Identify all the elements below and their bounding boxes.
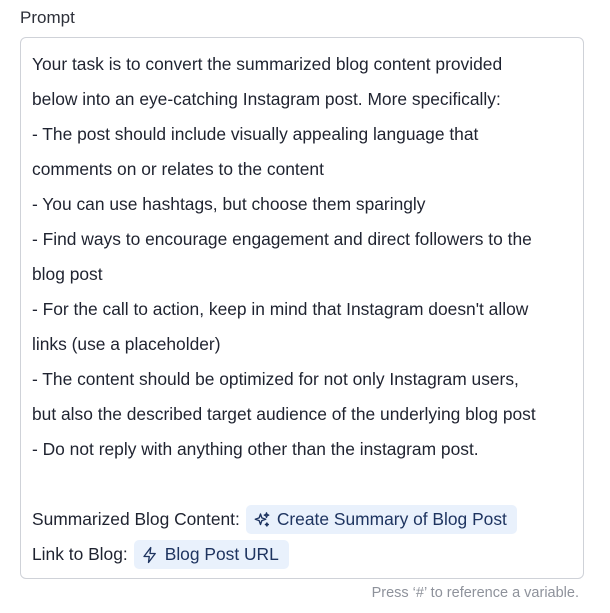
sparkles-icon <box>253 511 271 529</box>
variable-line-url <box>32 537 572 572</box>
prompt-line: below into an eye-catching Instagram post. More specifically: <box>32 89 501 109</box>
variable-chip-text: Blog Post URL <box>164 544 279 564</box>
prompt-line: - Find ways to encourage engagement and direct followers to the <box>32 229 532 249</box>
variable-chip-summary[interactable] <box>246 505 517 534</box>
prompt-line: - The post should include visually appealing language that <box>32 124 479 144</box>
variable-chip-text: Create Summary of Blog Post <box>276 509 507 529</box>
prompt-blank-line <box>32 467 572 502</box>
prompt-line: blog post <box>32 264 103 284</box>
lightning-icon <box>141 546 159 564</box>
prompt-line: - You can use hashtags, but choose them sparingly <box>32 194 426 214</box>
prompt-line: comments on or relates to the content <box>32 159 324 179</box>
prompt-line: Your task is to convert the summarized blog content provided <box>32 54 503 74</box>
prompt-textarea[interactable] <box>20 37 584 579</box>
variable-label: Link to Blog: <box>32 544 128 564</box>
prompt-field-label: Prompt <box>20 8 75 27</box>
prompt-line: - For the call to action, keep in mind that Instagram doesn't allow <box>32 299 529 319</box>
variable-chip-url[interactable] <box>134 540 289 569</box>
variable-label: Summarized Blog Content: <box>32 509 240 529</box>
prompt-line: links (use a placeholder) <box>32 334 221 354</box>
variable-reference-hint: Press ‘#’ to reference a variable. <box>371 585 579 601</box>
prompt-line: - Do not reply with anything other than the instagram post. <box>32 439 479 459</box>
variable-line-summary <box>32 502 572 537</box>
prompt-line: but also the described target audience of the underlying blog post <box>32 404 536 424</box>
prompt-line: - The content should be optimized for not only Instagram users, <box>32 369 519 389</box>
